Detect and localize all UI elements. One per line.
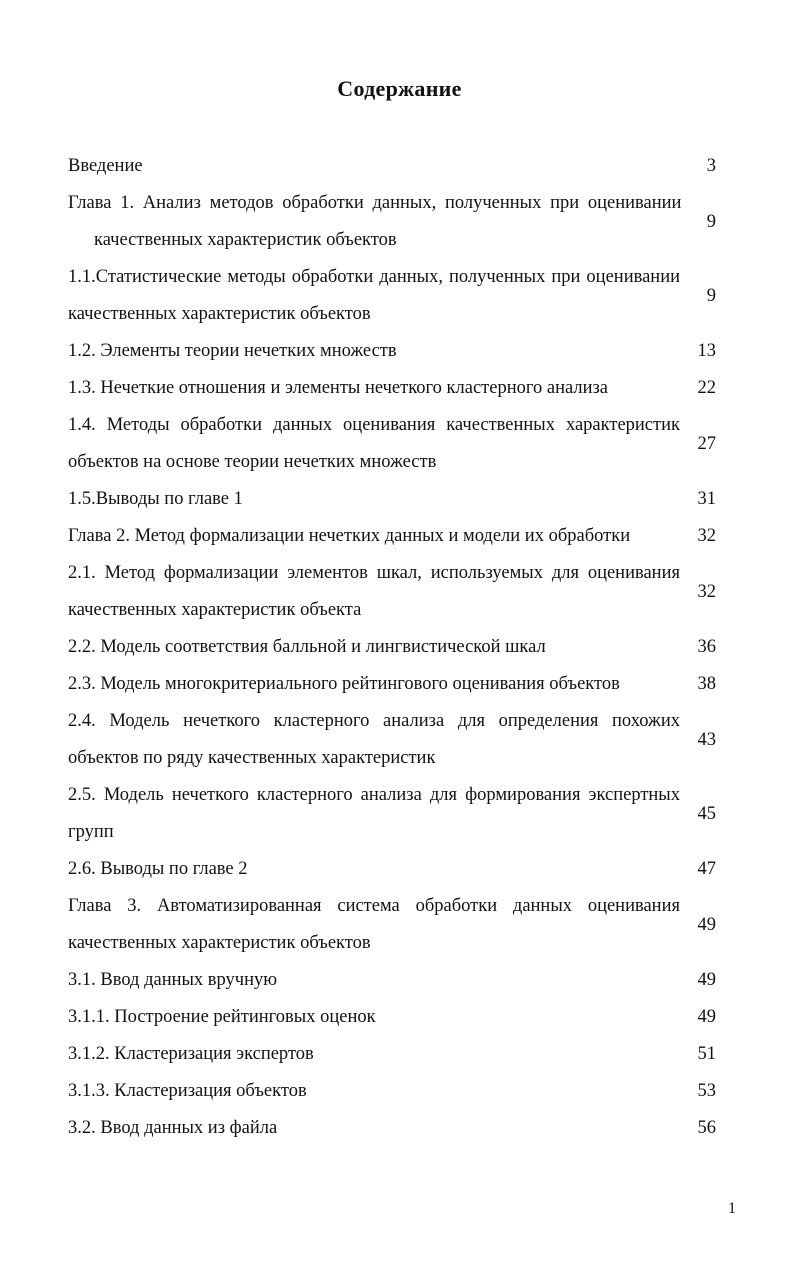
toc-entry-page: 49: [697, 1007, 716, 1027]
toc-entry[interactable]: [68, 481, 716, 518]
toc-entry-title: Глава 2. Метод формализации нечетких данных и модели их обработки: [68, 526, 631, 546]
toc-entry-title: 1.1.Статистические методы обработки данных, полученных при оценивании качественных характеристик объектов: [68, 267, 680, 324]
toc-entry[interactable]: [68, 666, 716, 703]
toc-entry-page: 22: [697, 378, 716, 398]
toc-entry-page: 13: [697, 341, 716, 361]
toc-entry-page: 38: [697, 674, 716, 694]
toc-entry-title: 1.2. Элементы теории нечетких множеств: [68, 341, 397, 361]
toc-entry[interactable]: [68, 1073, 716, 1110]
page-number: 1: [728, 1200, 736, 1217]
toc-entry[interactable]: [68, 1110, 716, 1147]
toc-entry[interactable]: [68, 777, 716, 851]
toc-entry[interactable]: [68, 185, 716, 259]
toc-entry[interactable]: [68, 888, 716, 962]
toc-entry[interactable]: [68, 370, 716, 407]
toc-entry-title: 3.1.1. Построение рейтинговых оценок: [68, 1007, 376, 1027]
toc-entry-page: 3: [706, 156, 716, 176]
toc-entry-page: 32: [697, 526, 716, 546]
toc-entry-title: Введение: [68, 156, 143, 176]
toc-entry-page: 53: [697, 1081, 716, 1101]
toc-entry-page: 9: [706, 285, 716, 306]
toc-entry-page: 51: [697, 1044, 716, 1064]
table-of-contents: [68, 148, 716, 1147]
toc-entry-title: 2.5. Модель нечеткого кластерного анализа для формирования экспертных групп: [68, 785, 680, 842]
toc-entry[interactable]: [68, 962, 716, 999]
toc-entry-title: 2.1. Метод формализации элементов шкал, используемых для оценивания качественных характеристик объекта: [68, 563, 680, 620]
toc-entry[interactable]: [68, 333, 716, 370]
toc-entry[interactable]: [68, 1036, 716, 1073]
toc-entry-title: 1.5.Выводы по главе 1: [68, 489, 243, 509]
toc-entry[interactable]: [68, 629, 716, 666]
toc-entry-title: 2.4. Модель нечеткого кластерного анализа для определения похожих объектов по ряду качественных характеристик: [68, 711, 680, 768]
toc-entry-page: 49: [697, 914, 716, 935]
toc-entry-title: 1.4. Методы обработки данных оценивания качественных характеристик объектов на основе теории нечетких множеств: [68, 415, 680, 472]
toc-entry[interactable]: [68, 703, 716, 777]
toc-entry[interactable]: [68, 148, 716, 185]
toc-entry-page: 49: [697, 970, 716, 990]
toc-entry-page: 43: [697, 729, 716, 750]
toc-entry-title: 1.3. Нечеткие отношения и элементы нечеткого кластерного анализа: [68, 378, 609, 398]
toc-entry-title: 2.2. Модель соответствия балльной и лингвистической шкал: [68, 637, 546, 657]
toc-entry[interactable]: [68, 555, 716, 629]
toc-entry-title: 2.6. Выводы по главе 2: [68, 859, 248, 879]
toc-entry-title: 3.1.2. Кластеризация экспертов: [68, 1044, 314, 1064]
toc-entry[interactable]: [68, 518, 716, 555]
toc-entry-title: 3.1. Ввод данных вручную: [68, 970, 278, 990]
toc-entry[interactable]: [68, 259, 716, 333]
toc-entry-title: 2.3. Модель многокритериального рейтингового оценивания объектов: [68, 674, 620, 694]
toc-entry-title: Глава 3. Автоматизированная система обработки данных оценивания качественных характеристик объектов: [68, 896, 680, 953]
toc-entry-page: 36: [697, 637, 716, 657]
page-title: Содержание: [337, 76, 462, 101]
toc-entry-page: 47: [697, 859, 716, 879]
toc-entry-page: 9: [706, 211, 716, 232]
toc-entry[interactable]: [68, 999, 716, 1036]
toc-entry-page: 27: [697, 433, 716, 454]
toc-entry-title: 3.1.3. Кластеризация объектов: [68, 1081, 307, 1101]
toc-entry-page: 56: [697, 1118, 716, 1138]
toc-entry-page: 32: [697, 581, 716, 602]
toc-entry-title: Глава 1. Анализ методов обработки данных, полученных при оценивании качественных характеристик объектов: [68, 193, 682, 250]
toc-entry-page: 45: [697, 803, 716, 824]
toc-entry-page: 31: [697, 489, 716, 509]
toc-entry[interactable]: [68, 851, 716, 888]
toc-entry[interactable]: [68, 407, 716, 481]
toc-entry-title: 3.2. Ввод данных из файла: [68, 1118, 278, 1138]
